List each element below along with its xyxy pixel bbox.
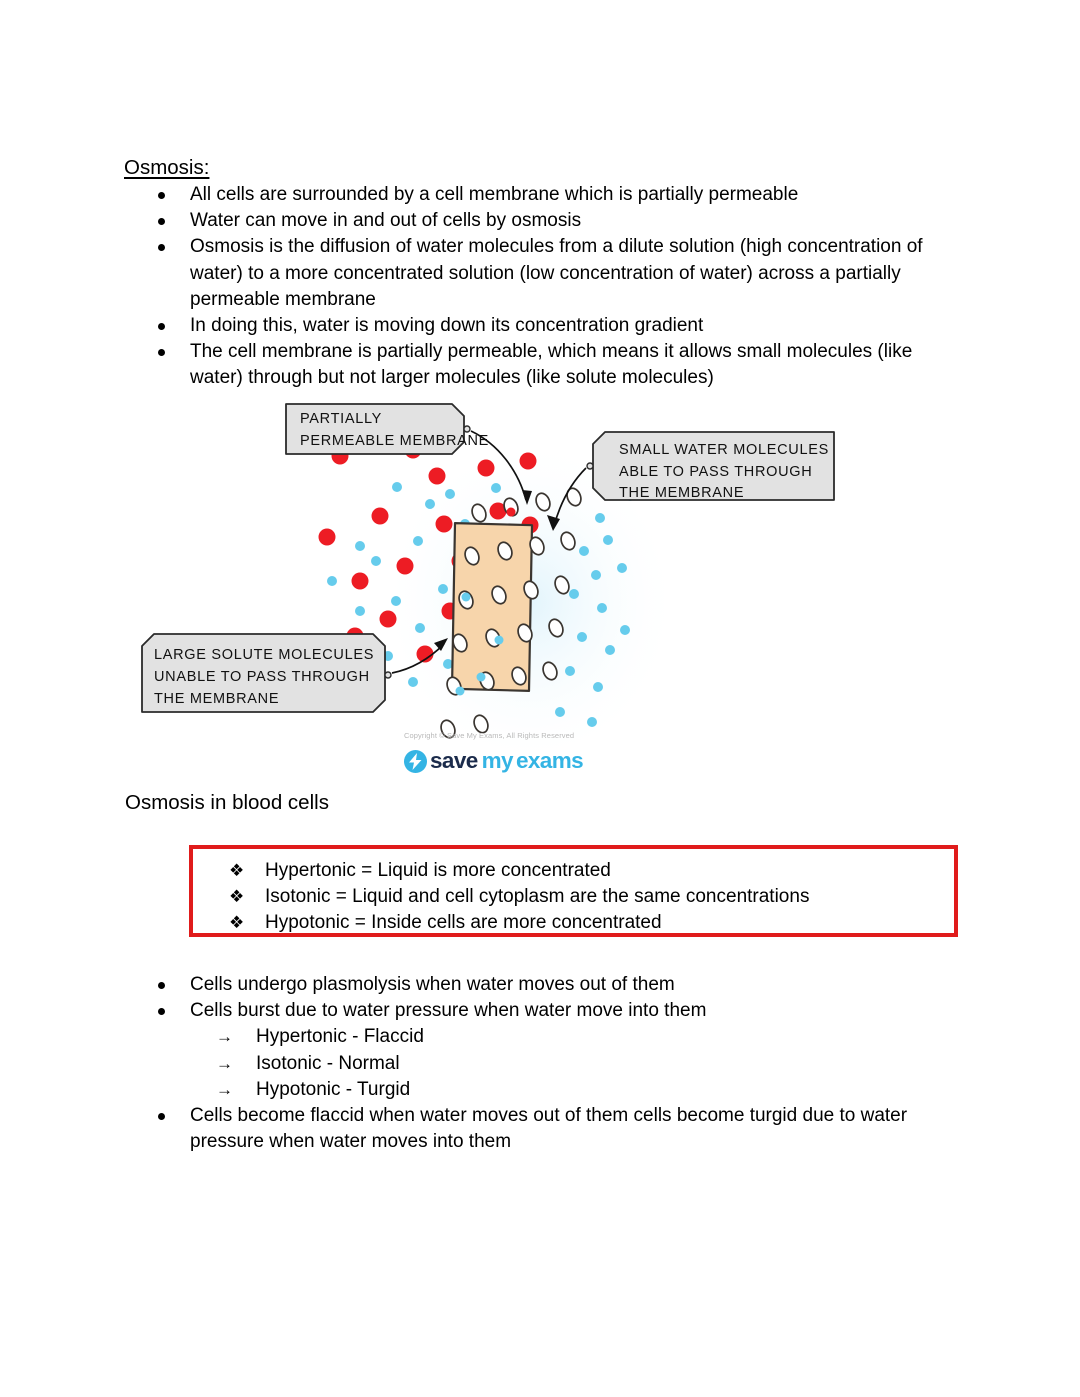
list-item-text: Osmosis is the diffusion of water molecules from a dilute solution (high concentration of water) to a more concentrated solution (low concentration of water) across a partially permeable membrane xyxy=(190,236,923,310)
intro-bullet-list xyxy=(152,182,952,392)
list-item-text: Isotonic = Liquid and cell cytoplasm are the same concentrations xyxy=(265,886,810,908)
right-arrow-icon: → xyxy=(216,1053,233,1073)
list-item-text: All cells are surrounded by a cell membrane which is partially permeable xyxy=(190,184,799,205)
section-heading-osmosis-in-blood-cells: Osmosis in blood cells xyxy=(125,791,329,814)
bullet-dot-icon xyxy=(158,1008,165,1015)
svg-text:THE MEMBRANE: THE MEMBRANE xyxy=(154,691,280,707)
list-item-text: In doing this, water is moving down its concentration gradient xyxy=(190,315,704,337)
list-item-text: Water can move in and out of cells by osmosis xyxy=(190,210,582,232)
list-item-text: Hypotonic - Turgid xyxy=(256,1078,411,1100)
list-item xyxy=(152,1103,952,1155)
svg-text:PERMEABLE MEMBRANE: PERMEABLE MEMBRANE xyxy=(300,433,490,449)
callout-line: PARTIALLY xyxy=(300,411,383,427)
svg-text:THE MEMBRANE: THE MEMBRANE xyxy=(619,485,745,501)
list-item-text: Cells undergo plasmolysis when water moves out of them xyxy=(190,974,675,995)
list-item xyxy=(152,208,952,234)
list-item xyxy=(216,1051,952,1077)
logo-word-save: save xyxy=(430,748,478,773)
list-item-text: Cells become flaccid when water moves out of them cells become turgid due to water pressure when water moves into them xyxy=(190,1105,908,1153)
list-item-text: Isotonic - Normal xyxy=(256,1052,400,1074)
list-item xyxy=(216,1024,952,1050)
right-arrow-icon: → xyxy=(216,1079,233,1099)
tonicity-sub-list xyxy=(152,1024,952,1103)
save-my-exams-logo xyxy=(404,748,583,774)
list-item-text: The cell membrane is partially permeable, which means it allows small molecules (like water) through but not larger molecules (like solute molecules) xyxy=(190,341,913,389)
bullet-dot-icon xyxy=(158,218,165,225)
callout-anchor-dot-icon xyxy=(464,426,470,432)
bullet-dot-icon xyxy=(158,192,165,199)
list-item-text: Hypotonic = Inside cells are more concentrated xyxy=(265,912,662,934)
page-title: Osmosis: xyxy=(124,156,210,179)
diamond-bullet-icon: ❖ xyxy=(229,861,245,880)
list-item xyxy=(152,972,952,998)
callout-anchor-dot-icon xyxy=(587,463,593,469)
list-item xyxy=(152,313,952,339)
sub-list-container xyxy=(152,1024,952,1103)
list-item xyxy=(152,998,952,1024)
copyright-text: Copyright © Save My Exams, All Rights Reserved xyxy=(404,731,575,740)
osmosis-membrane-diagram xyxy=(130,392,850,782)
bullet-dot-icon xyxy=(158,323,165,330)
list-item xyxy=(152,182,952,208)
svg-text:LARGE SOLUTE MOLECULES: LARGE SOLUTE MOLECULES xyxy=(154,647,375,663)
bullet-dot-icon xyxy=(158,982,165,989)
svg-text:UNABLE TO PASS THROUGH: UNABLE TO PASS THROUGH xyxy=(154,669,370,685)
lower-bullet-list xyxy=(152,972,952,1155)
list-item xyxy=(229,910,809,936)
list-item xyxy=(152,339,952,391)
list-item xyxy=(229,884,809,910)
definitions-highlight-box xyxy=(189,845,958,937)
list-item-text: Hypertonic - Flaccid xyxy=(256,1026,424,1048)
list-item-text: Hypertonic = Liquid is more concentrated xyxy=(265,860,611,881)
bullet-dot-icon xyxy=(158,244,165,251)
lightning-bolt-icon xyxy=(404,750,427,773)
list-item xyxy=(229,858,809,884)
callout-anchor-dot-icon xyxy=(385,672,391,678)
svg-text:ABLE TO PASS THROUGH: ABLE TO PASS THROUGH xyxy=(619,464,813,480)
definitions-list xyxy=(229,858,809,937)
bullet-dot-icon xyxy=(158,1113,165,1120)
list-item xyxy=(216,1077,952,1103)
list-item-text: Cells burst due to water pressure when water move into them xyxy=(190,1000,707,1022)
svg-text:SMALL WATER MOLECULES: SMALL WATER MOLECULES xyxy=(619,442,829,458)
right-arrow-icon: → xyxy=(216,1027,233,1047)
diamond-bullet-icon: ❖ xyxy=(229,887,245,907)
logo-word-exams: exams xyxy=(515,748,584,773)
bullet-dot-icon xyxy=(158,349,165,356)
list-item xyxy=(152,234,952,313)
logo-word-my: my xyxy=(481,748,513,773)
diamond-bullet-icon: ❖ xyxy=(229,913,245,933)
